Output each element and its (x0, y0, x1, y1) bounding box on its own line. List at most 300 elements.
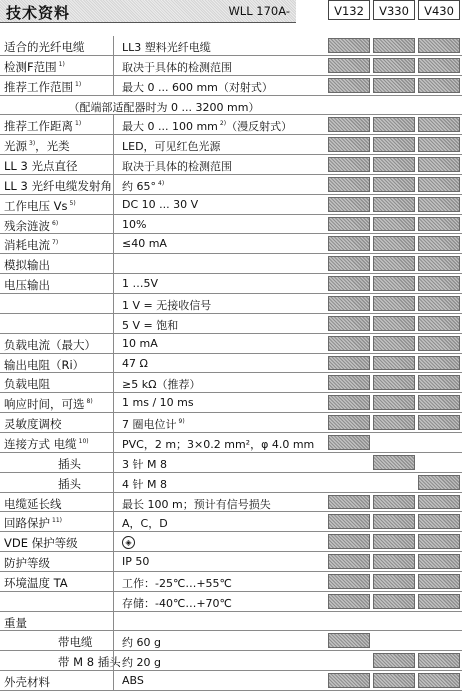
variant-applies-cell (373, 495, 415, 510)
spec-label-text: 重量 (4, 615, 27, 630)
spec-value-text: 取决于具体的检测范围 (122, 160, 232, 174)
variant-applies-cell (328, 673, 370, 688)
column-divider (113, 334, 114, 353)
variant-applies-cell (418, 653, 460, 668)
variant-applies-cell (328, 633, 370, 648)
spec-value (122, 634, 161, 650)
column-divider (113, 175, 114, 194)
spec-value-text: 1 V = 无接收信号 (122, 299, 212, 313)
variant-applies-cell (418, 673, 460, 688)
variant-applies-cell (328, 375, 370, 390)
variant-applies-cell (418, 256, 460, 271)
spec-value (122, 376, 201, 392)
spec-value (122, 138, 221, 154)
footnote-ref: 7) (52, 239, 59, 247)
spec-value-text: 10 mA (122, 336, 158, 350)
spec-value-suffix: （漫反射式） (226, 120, 293, 134)
spec-label (4, 396, 93, 412)
spec-value-text: 10% (122, 217, 147, 231)
spec-label (4, 158, 77, 174)
spec-row (0, 76, 462, 96)
variant-applies-cell (328, 395, 370, 410)
spec-label-text: 带电缆 (58, 635, 93, 650)
spec-label (4, 237, 58, 253)
column-divider (113, 155, 114, 174)
variant-applies-cell (373, 296, 415, 311)
spec-label-text: 灵敏度调校 (4, 417, 62, 432)
spec-label-text: 环境温度 TA (4, 575, 68, 590)
spec-label (4, 416, 62, 432)
variant-applies-cell (418, 534, 460, 549)
variant-applies-cell (373, 236, 415, 251)
column-divider (113, 671, 114, 690)
spec-label (4, 674, 50, 690)
variant-applies-cell (373, 673, 415, 688)
variant-applies-cell (418, 276, 460, 291)
variant-applies-cell (373, 58, 415, 73)
spec-row (0, 195, 462, 215)
variant-applies-cell (373, 554, 415, 569)
spec-value (122, 396, 194, 409)
variant-empty-cell (373, 633, 415, 648)
section-title: 技术资料 (6, 4, 71, 22)
variant-applies-cell (328, 415, 370, 430)
variant-applies-cell (328, 38, 370, 53)
spec-value (122, 198, 198, 211)
spec-label-text: 回路保护 (4, 516, 50, 531)
variant-applies-cell (373, 157, 415, 172)
spec-value-text: DC 10 ... 30 V (122, 197, 199, 211)
spec-row (0, 612, 462, 632)
variant-header-v430: V430 (418, 0, 460, 20)
spec-value (122, 277, 158, 290)
variant-applies-cell (373, 356, 415, 371)
spec-label (4, 555, 50, 571)
column-divider (113, 552, 114, 571)
variant-applies-cell (328, 276, 370, 291)
spec-value-text: 存储：-40℃…+70℃ (122, 596, 232, 610)
variant-applies-cell (328, 256, 370, 271)
spec-label-text: 带 M 8 插头 (58, 655, 121, 670)
variant-applies-cell (328, 594, 370, 609)
variant-applies-cell (418, 514, 460, 529)
footnote-ref: 8) (86, 398, 93, 406)
column-divider (113, 493, 114, 512)
spec-row (0, 294, 462, 314)
spec-label (4, 59, 65, 75)
spec-row (0, 433, 462, 453)
column-divider (113, 393, 114, 412)
column-divider (113, 115, 114, 134)
variant-applies-cell (418, 594, 460, 609)
spec-row (0, 56, 462, 76)
variant-applies-cell (328, 137, 370, 152)
variant-applies-cell (373, 117, 415, 132)
footnote-ref: 1) (75, 120, 82, 128)
variant-applies-cell (328, 554, 370, 569)
spec-label (4, 357, 84, 373)
header-title-bar (0, 0, 296, 23)
variant-applies-cell (328, 574, 370, 589)
spec-label (4, 575, 68, 591)
spec-value-text: 最大 0 ... 100 mm (122, 120, 218, 134)
spec-label-text: 适合的光纤电缆 (4, 40, 85, 54)
variant-applies-cell (418, 236, 460, 251)
spec-row (0, 393, 462, 413)
variant-header-v132: V132 (328, 0, 370, 20)
column-divider (113, 453, 114, 472)
footnote-ref: 3) (29, 140, 36, 148)
variant-applies-cell (328, 177, 370, 192)
footnote-ref: 10) (78, 437, 89, 445)
column-divider (113, 314, 114, 333)
variant-applies-cell (373, 197, 415, 212)
spec-label-text: 电压输出 (4, 278, 50, 293)
spec-label-text: 外壳材料 (4, 675, 50, 690)
variant-applies-cell (373, 336, 415, 351)
spec-row (0, 215, 462, 235)
spec-value-text: 最大 0 ... 600 mm（对射式） (122, 80, 273, 94)
column-divider (113, 234, 114, 253)
spec-value (122, 158, 232, 174)
spec-row (0, 532, 462, 552)
spec-label-text: VDE 保护等级 (4, 536, 78, 551)
variant-applies-cell (418, 336, 460, 351)
spec-value (122, 218, 146, 231)
spec-row (0, 493, 462, 513)
variant-applies-cell (373, 316, 415, 331)
variant-applies-cell (418, 177, 460, 192)
spec-label (4, 118, 81, 134)
spec-label-suffix: ，光类 (35, 139, 70, 154)
spec-value-text: ≥5 kΩ（推荐） (122, 378, 201, 392)
spec-label (4, 436, 89, 452)
variant-header-v330: V330 (373, 0, 415, 20)
spec-label (58, 634, 93, 650)
variant-empty-cell (328, 475, 370, 490)
spec-row (0, 473, 462, 493)
footnote-ref: 2) (219, 120, 227, 128)
spec-value (122, 237, 167, 250)
variant-empty-cell (328, 455, 370, 470)
spec-value (122, 476, 167, 492)
column-divider (113, 413, 114, 432)
variant-applies-cell (418, 316, 460, 331)
spec-value (122, 436, 314, 452)
footnote-ref: 4) (158, 179, 165, 187)
spec-value-text: LED，可见红色光源 (122, 140, 221, 154)
variant-applies-cell (328, 236, 370, 251)
spec-row (0, 314, 462, 334)
spec-value-text: 47 Ω (122, 356, 148, 370)
variant-applies-cell (418, 415, 460, 430)
spec-label-text: 电缆延长线 (4, 496, 62, 511)
variant-applies-cell (328, 316, 370, 331)
spec-label-text: 输出电阻（Ri） (4, 357, 85, 372)
spec-label (4, 515, 62, 531)
spec-value-text: 3 针 M 8 (122, 457, 167, 471)
spec-row (0, 671, 462, 691)
variant-empty-cell (418, 633, 460, 648)
spec-label (4, 376, 50, 392)
column-divider (113, 56, 114, 75)
variant-applies-cell (373, 375, 415, 390)
spec-row (0, 274, 462, 294)
spec-label (58, 476, 81, 492)
variant-applies-cell (328, 117, 370, 132)
spec-label-text: 工作电压 Vs (4, 198, 68, 213)
spec-label-text: 光源 (4, 139, 27, 154)
spec-value (122, 595, 232, 611)
variant-applies-cell (418, 395, 460, 410)
spec-value (122, 79, 273, 95)
spec-value (122, 515, 168, 531)
spec-row (0, 413, 462, 433)
spec-label-text: 模拟输出 (4, 258, 50, 273)
column-divider (113, 76, 114, 95)
column-divider (113, 473, 114, 492)
column-divider (113, 373, 114, 392)
column-divider (113, 195, 114, 214)
spec-value (0, 99, 328, 115)
spec-label (4, 138, 70, 154)
column-divider (113, 274, 114, 293)
variant-applies-cell (373, 177, 415, 192)
spec-row (0, 96, 462, 116)
column-divider (113, 294, 114, 313)
spec-value-text: A，C，D (122, 517, 168, 531)
variant-applies-cell (328, 336, 370, 351)
spec-row (0, 334, 462, 354)
spec-value-text: 1 ms / 10 ms (122, 396, 194, 410)
variant-empty-cell (328, 98, 370, 113)
variant-empty-cell (418, 98, 460, 113)
spec-row (0, 234, 462, 254)
column-divider (113, 651, 114, 670)
column-divider (113, 135, 114, 154)
spec-row (0, 651, 462, 671)
column-divider (113, 433, 114, 452)
column-divider (113, 215, 114, 234)
variant-applies-cell (418, 217, 460, 232)
variant-applies-cell (418, 495, 460, 510)
spec-label (4, 337, 96, 353)
spec-label-text: 防护等级 (4, 556, 50, 571)
spec-value-text: 工作：-25℃…+55℃ (122, 576, 232, 590)
spec-label-text: 负载电流（最大） (4, 337, 96, 352)
variant-applies-cell (418, 296, 460, 311)
spec-row (0, 631, 462, 651)
spec-value-text: 约 20 g (122, 656, 161, 670)
column-divider (113, 354, 114, 373)
spec-value (122, 317, 178, 333)
variant-applies-cell (418, 157, 460, 172)
spec-value-text: IP 50 (122, 555, 150, 569)
spec-label-text: 插头 (58, 456, 81, 471)
variant-applies-cell (418, 137, 460, 152)
spec-label-text: 残余涟波 (4, 218, 50, 233)
spec-label-text: LL 3 光点直径 (4, 159, 78, 174)
spec-row (0, 254, 462, 274)
variant-applies-cell (418, 58, 460, 73)
spec-label-text: 推荐工作距离 (4, 119, 73, 134)
variant-applies-cell (373, 256, 415, 271)
variant-applies-cell (328, 495, 370, 510)
spec-value (122, 39, 211, 55)
spec-label (58, 654, 121, 670)
spec-label (4, 535, 78, 551)
variant-applies-cell (328, 217, 370, 232)
variant-empty-cell (328, 614, 370, 629)
spec-value (122, 575, 232, 591)
column-divider (113, 254, 114, 273)
spec-row (0, 453, 462, 473)
footnote-ref: 9) (178, 418, 185, 426)
spec-value-text: 约 60 g (122, 636, 161, 650)
spec-row (0, 155, 462, 175)
variant-applies-cell (373, 38, 415, 53)
spec-value (122, 456, 167, 472)
spec-value (122, 337, 158, 350)
variant-applies-cell (418, 197, 460, 212)
variant-applies-cell (328, 296, 370, 311)
spec-value (122, 178, 164, 194)
variant-empty-cell (373, 435, 415, 450)
spec-label (4, 198, 76, 214)
spec-row (0, 552, 462, 572)
spec-label (4, 496, 62, 512)
variant-applies-cell (328, 197, 370, 212)
variant-applies-cell (373, 534, 415, 549)
spec-label-text: LL 3 光纤电缆发射角 (4, 178, 112, 193)
variant-applies-cell (328, 514, 370, 529)
spec-value (122, 654, 161, 670)
spec-value-text: 取决于具体的检测范围 (122, 60, 232, 74)
column-divider (113, 36, 114, 55)
variant-applies-cell (373, 415, 415, 430)
spec-label-text: 消耗电流 (4, 238, 50, 253)
spec-value-text: 7 圈电位计 (122, 418, 177, 432)
spec-value-text: 约 65° (122, 179, 156, 193)
spec-value-text: 1 …5V (122, 277, 159, 291)
spec-value-text: ABS (122, 674, 144, 688)
spec-value-text: LL3 塑料光纤电缆 (122, 41, 211, 54)
variant-empty-cell (328, 653, 370, 668)
variant-applies-cell (418, 554, 460, 569)
footnote-ref: 1) (58, 60, 65, 68)
variant-applies-cell (373, 395, 415, 410)
spec-label-text: 连接方式 电缆 (4, 436, 77, 451)
column-divider (113, 572, 114, 591)
spec-value (122, 297, 211, 313)
variant-empty-cell (373, 614, 415, 629)
footnote-ref: 11) (52, 517, 62, 525)
spec-value (122, 555, 149, 568)
spec-row (0, 572, 462, 592)
variant-applies-cell (373, 653, 415, 668)
spec-value (122, 118, 292, 134)
variant-applies-cell (373, 78, 415, 93)
variant-applies-cell (328, 157, 370, 172)
spec-row (0, 592, 462, 612)
spec-row (0, 512, 462, 532)
spec-label-text: 推荐工作范围 (4, 79, 73, 94)
column-divider (113, 631, 114, 650)
spec-label (4, 39, 85, 55)
variant-applies-cell (418, 78, 460, 93)
variant-empty-cell (373, 98, 415, 113)
spec-label-text: 插头 (58, 476, 81, 491)
spec-row (0, 36, 462, 56)
variant-empty-cell (418, 435, 460, 450)
spec-row (0, 115, 462, 135)
footnote-ref: 1) (75, 80, 82, 88)
spec-label (4, 79, 81, 95)
column-divider (113, 612, 114, 631)
variant-applies-cell (373, 594, 415, 609)
spec-value-text: 5 V = 饱和 (122, 318, 179, 332)
vde-class-symbol-icon: ◈ (122, 536, 135, 549)
column-divider (113, 512, 114, 531)
spec-value (122, 496, 271, 512)
variant-applies-cell (418, 574, 460, 589)
spec-label (4, 257, 50, 273)
variant-applies-cell (328, 78, 370, 93)
spec-value-text: 4 针 M 8 (122, 477, 167, 491)
spec-value (122, 59, 232, 75)
footnote-ref: 5) (69, 199, 76, 207)
spec-header (0, 0, 462, 22)
model-name: WLL 170A- (228, 4, 290, 18)
spec-value (122, 357, 148, 370)
column-divider (113, 592, 114, 611)
variant-applies-cell (373, 276, 415, 291)
variant-applies-cell (418, 117, 460, 132)
spec-value (122, 674, 144, 687)
spec-row (0, 175, 462, 195)
variant-applies-cell (418, 38, 460, 53)
variant-applies-cell (328, 356, 370, 371)
spec-value-text: PVC，2 m；3×0.2 mm²，φ 4.0 mm (122, 437, 315, 451)
spec-value-text: ≤40 mA (122, 237, 167, 251)
spec-row (0, 135, 462, 155)
variant-applies-cell (328, 435, 370, 450)
spec-label (4, 218, 58, 234)
variant-applies-cell (373, 217, 415, 232)
spec-value-text: （配端部适配器时为 0 ... 3200 mm） (68, 100, 260, 114)
variant-applies-cell (418, 375, 460, 390)
variant-empty-cell (418, 455, 460, 470)
spec-label (4, 615, 27, 631)
spec-label (4, 277, 50, 293)
spec-value-text: 最长 100 m；预计有信号损失 (122, 497, 271, 511)
footnote-ref: 6) (52, 219, 59, 227)
variant-applies-cell (373, 137, 415, 152)
variant-applies-cell (328, 534, 370, 549)
spec-label-text: 检测F范围 (4, 59, 57, 74)
variant-applies-cell (373, 574, 415, 589)
spec-row (0, 354, 462, 374)
spec-label-text: 响应时间，可选 (4, 397, 85, 412)
variant-applies-cell (373, 514, 415, 529)
variant-applies-cell (373, 455, 415, 470)
variant-applies-cell (328, 58, 370, 73)
spec-value (122, 535, 135, 549)
spec-label-text: 负载电阻 (4, 377, 50, 392)
variant-applies-cell (418, 356, 460, 371)
variant-empty-cell (373, 475, 415, 490)
spec-label (58, 456, 81, 472)
